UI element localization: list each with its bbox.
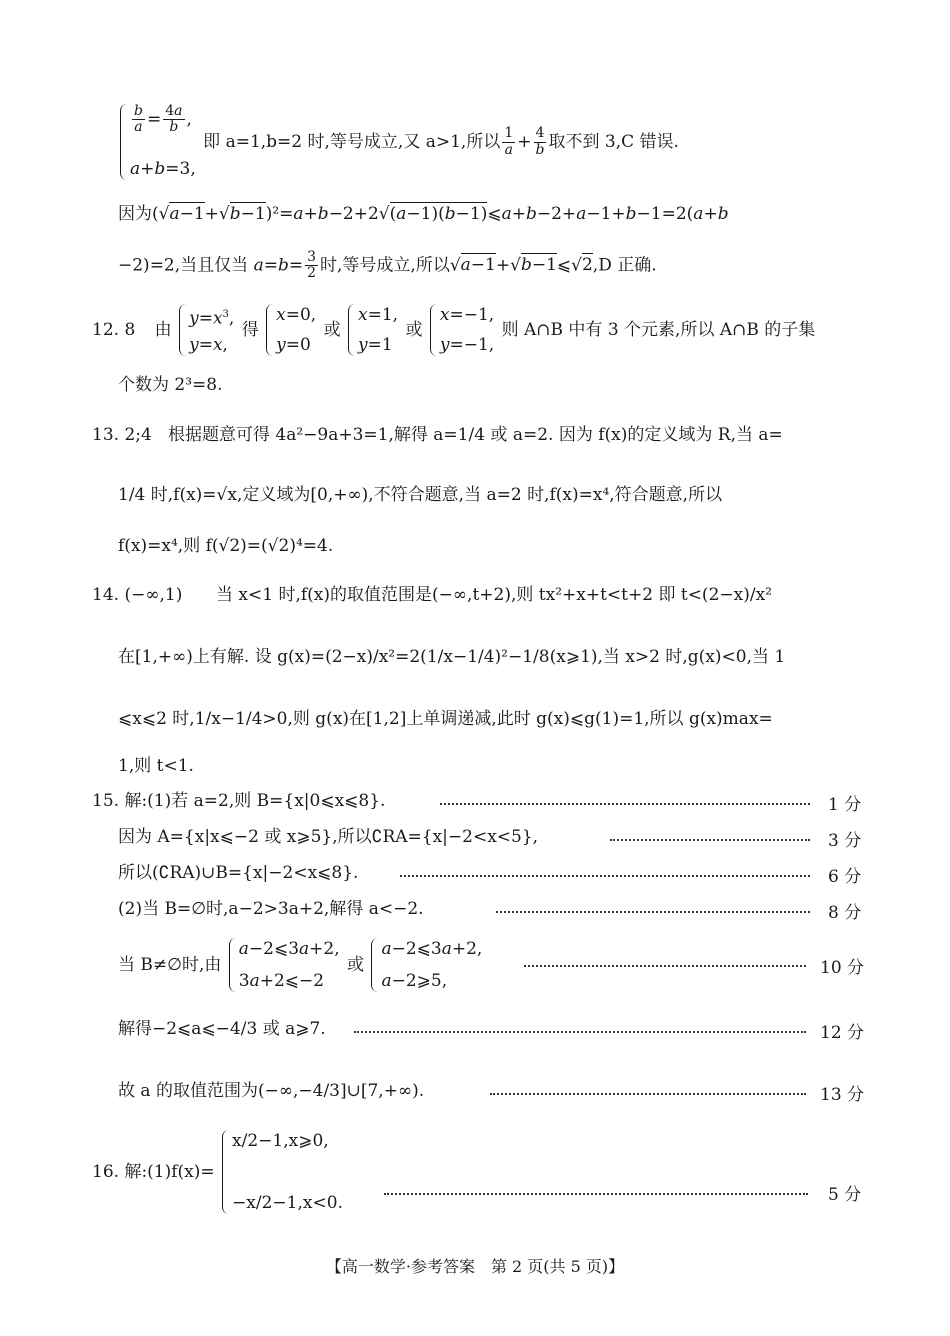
q12-system-2: x=0, y=0 (266, 304, 316, 356)
q14-line1: 当 x<1 时,f(x)的取值范围是(−∞,t+2),则 tx²+x+t<t+2 即 t<(2−x)/x² (216, 585, 772, 605)
score-13: 13 分 (820, 1085, 865, 1105)
q13-line2: 1/4 时,f(x)=√x,定义域为[0,+∞),不符合题意,当 a=2 时,f(x)=x⁴,符合题意,所以 (118, 485, 723, 505)
q13-line1: 根据题意可得 4a²−9a+3=1,解得 a=1/4 或 a=2. 因为 f(x)的定义域为 R,当 a= (168, 425, 783, 445)
q14-line3: ⩽x⩽2 时,1/x−1/4>0,则 g(x)在[1,2]上单调递减,此时 g(x)⩽g(1)=1,所以 g(x)max= (118, 709, 773, 729)
q15-line6: 解得−2⩽a⩽−4/3 或 a⩾7. (118, 1019, 326, 1039)
q12-line1: 12. 8 由 $y=x^3$, y=x, 得 x=0, y=0 或 x=1, y=1 或 x=−1, y=−1, 则 A∩B 中有 3 个元素,所以 A∩B 的子集 (92, 305, 816, 355)
dot-leader (400, 875, 810, 877)
q16-line1: 16. 解:(1)f(x)= x/2−1,x⩾0, −x/2−1,x<0. (92, 1131, 343, 1213)
dot-leader (384, 1193, 808, 1195)
q11-text: 即 a=1,b=2 时,等号成立,又 a>1,所以 $\frac{1}{a}$ + $\frac{4}{b}$ 取不到 3,C 错误. (203, 125, 679, 158)
q13-num: 13. 2;4 (92, 425, 152, 445)
q12-system-3: x=1, y=1 (348, 304, 398, 356)
q11-line2: 因为(√a−1+√b−1)²=a+b−2+2√(a−1)(b−1)⩽a+b−2+a−1+b−1=2(a+b (118, 204, 729, 224)
q15-system-1: a−2⩽3a+2, 3a+2⩽−2 (229, 938, 340, 992)
q11-line3: −2)=2,当且仅当 a=b= $\frac{3}{2}$ 时,等号成立,所以√a−1+√b−1⩽√2,D 正确. (118, 249, 657, 282)
q12-system-4: x=−1, y=−1, (430, 304, 494, 356)
dot-leader (490, 1093, 806, 1095)
q12-system-1: $y=x^3$, y=x, (179, 304, 234, 356)
q12-line2: 个数为 2³=8. (118, 375, 223, 395)
dot-leader (496, 911, 810, 913)
score-1: 1 分 (828, 795, 862, 815)
q14-line2: 在[1,+∞)上有解. 设 g(x)=(2−x)/x²=2(1/x−1/4)²−1/8(x⩾1),当 x>2 时,g(x)<0,当 1 (118, 647, 786, 667)
q15-line7: 故 a 的取值范围为(−∞,−4/3]∪[7,+∞). (118, 1081, 425, 1101)
dot-leader (524, 965, 806, 967)
q11-equation-system: $\frac{b}{a}$ = $\frac{4a}{b}$ , a+b=3, (120, 104, 196, 180)
page-footer: 【高一数学·参考答案 第 2 页(共 5 页)】 (325, 1257, 625, 1276)
q15-line4: (2)当 B=∅时,a−2>3a+2,解得 a<−2. (118, 899, 424, 919)
q15-line2: 因为 A={x|x⩽−2 或 x⩾5},所以∁RA={x|−2<x<5}, (118, 827, 539, 847)
score-3: 3 分 (828, 831, 862, 851)
dot-leader (610, 839, 810, 841)
dot-leader (440, 803, 810, 805)
q11-system-line (118, 104, 679, 180)
q16-piecewise: x/2−1,x⩾0, −x/2−1,x<0. (222, 1130, 343, 1214)
q15-line3: 所以(∁RA)∪B={x|−2<x⩽8}. (118, 863, 359, 883)
q13-line3: f(x)=x⁴,则 f(√2)=(√2)⁴=4. (118, 536, 334, 556)
score-5: 5 分 (828, 1185, 862, 1205)
q14-num: 14. (−∞,1) (92, 585, 183, 605)
q15-line5: 当 B≠∅时,由 a−2⩽3a+2, 3a+2⩽−2 或 a−2⩽3a+2, a−2⩾5, (118, 939, 483, 991)
score-12: 12 分 (820, 1023, 865, 1043)
q15-line1: 15. 解:(1)若 a=2,则 B={x|0⩽x⩽8}. (92, 791, 386, 811)
score-6: 6 分 (828, 867, 862, 887)
score-8: 8 分 (828, 903, 862, 923)
q14-line4: 1,则 t<1. (118, 756, 194, 776)
score-10: 10 分 (820, 958, 865, 978)
q15-system-2: a−2⩽3a+2, a−2⩾5, (371, 938, 482, 992)
dot-leader (354, 1031, 806, 1033)
